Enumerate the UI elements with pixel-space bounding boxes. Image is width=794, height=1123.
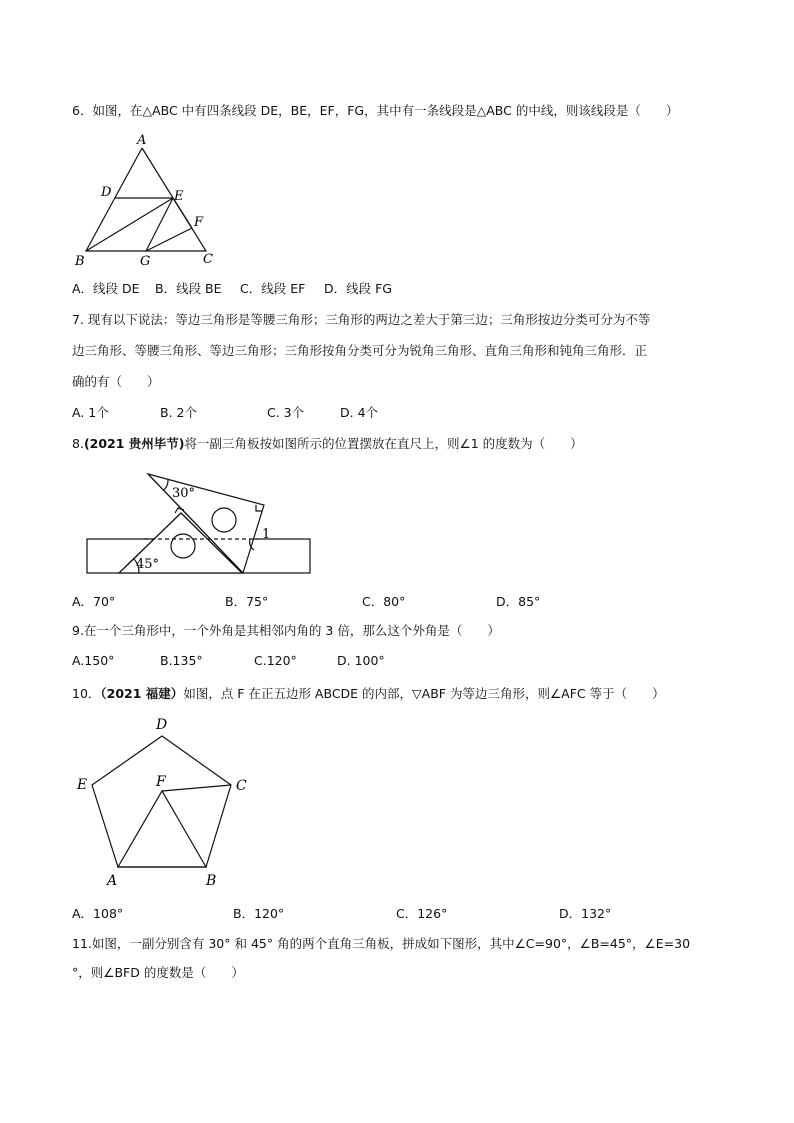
q8-number: 8. bbox=[72, 436, 84, 451]
q10-source: （2021 福建） bbox=[100, 686, 184, 701]
segment-fg bbox=[146, 228, 192, 251]
q10-option-c[interactable]: C．126° bbox=[396, 906, 448, 921]
q8-ruler-figure bbox=[84, 470, 314, 580]
label-c: C bbox=[203, 252, 213, 267]
q7-option-c[interactable]: C. 3个 bbox=[267, 405, 305, 420]
label-d: D bbox=[101, 185, 112, 200]
label-f: F bbox=[194, 215, 204, 230]
q7-option-d[interactable]: D. 4个 bbox=[340, 405, 379, 420]
label-g: G bbox=[140, 254, 151, 268]
label-e: E bbox=[77, 777, 88, 793]
label-b: B bbox=[206, 873, 217, 889]
q9-stem: 9.在一个三角形中，一个外角是其相邻内角的 3 倍，那么这个外角是（ ） bbox=[72, 623, 500, 638]
q8-stem: 将一副三角板按如图所示的位置摆放在直尺上，则∠1 的度数为（ ） bbox=[184, 436, 583, 451]
label-c: C bbox=[236, 778, 247, 794]
q11-stem-line1: 11.如图，一副分别含有 30° 和 45° 角的两个直角三角板，拼成如下图形，其中∠C=90°，∠B=45°，∠E=30 bbox=[72, 936, 691, 951]
label-f: F bbox=[156, 774, 166, 790]
q8-option-d[interactable]: D．85° bbox=[496, 594, 541, 609]
q7-stem-line3: 确的有（ ） bbox=[72, 374, 160, 389]
label-a: A bbox=[137, 133, 147, 148]
q9-option-b[interactable]: B.135° bbox=[160, 653, 203, 668]
q10-stem: 如图，点 F 在正五边形 ABCDE 的内部，▽ABF 为等边三角形，则∠AFC 等于（ ） bbox=[183, 686, 665, 701]
q8-stem-row bbox=[72, 435, 583, 453]
q6-triangle-figure bbox=[72, 128, 222, 268]
label-d: D bbox=[156, 717, 168, 733]
label-a: A bbox=[107, 873, 118, 889]
label-30: 30° bbox=[172, 486, 196, 501]
q9-option-a[interactable]: A.150° bbox=[72, 653, 115, 668]
q10-pentagon-figure bbox=[72, 712, 262, 892]
q6-option-d[interactable]: D．线段 FG bbox=[324, 281, 392, 296]
label-e: E bbox=[174, 189, 184, 204]
q8-option-a[interactable]: A．70° bbox=[72, 594, 116, 609]
q9-option-c[interactable]: C.120° bbox=[254, 653, 297, 668]
q6-stem: 6．如图，在△ABC 中有四条线段 DE，BE，EF，FG，其中有一条线段是△ABC 的中线，则该线段是（ ） bbox=[72, 103, 679, 118]
triangle-abf bbox=[118, 791, 206, 867]
q10-number: 10． bbox=[72, 686, 101, 701]
q10-stem-row bbox=[72, 685, 665, 703]
label-b: B bbox=[75, 254, 85, 268]
q10-option-d[interactable]: D．132° bbox=[559, 906, 612, 921]
segment-fc bbox=[162, 785, 231, 791]
q7-option-b[interactable]: B. 2个 bbox=[160, 405, 197, 420]
q7-stem-line1: 7. 现有以下说法：等边三角形是等腰三角形；三角形的两边之差大于第三边；三角形按边分类可分为不等 bbox=[72, 312, 651, 327]
q7-option-a[interactable]: A. 1个 bbox=[72, 405, 109, 420]
q8-source: (2021 贵州毕节) bbox=[83, 436, 185, 451]
label-angle-1: 1 bbox=[262, 527, 271, 542]
q6-option-a[interactable]: A．线段 DE bbox=[72, 281, 140, 296]
q9-option-d[interactable]: D. 100° bbox=[337, 653, 385, 668]
pentagon-abcde bbox=[92, 736, 231, 867]
q10-option-b[interactable]: B．120° bbox=[233, 906, 285, 921]
q7-stem-line2: 边三角形、等腰三角形、等边三角形；三角形按角分类可分为锐角三角形、直角三角形和钝角三角形．正 bbox=[72, 343, 648, 358]
q8-option-c[interactable]: C．80° bbox=[362, 594, 406, 609]
q10-option-a[interactable]: A．108° bbox=[72, 906, 124, 921]
q6-option-b[interactable]: B．线段 BE bbox=[155, 281, 222, 296]
label-45: 45° bbox=[136, 557, 160, 572]
q8-option-b[interactable]: B．75° bbox=[225, 594, 269, 609]
q6-option-c[interactable]: C．线段 EF bbox=[240, 281, 306, 296]
q11-stem-line2: °，则∠BFD 的度数是（ ） bbox=[72, 965, 244, 980]
